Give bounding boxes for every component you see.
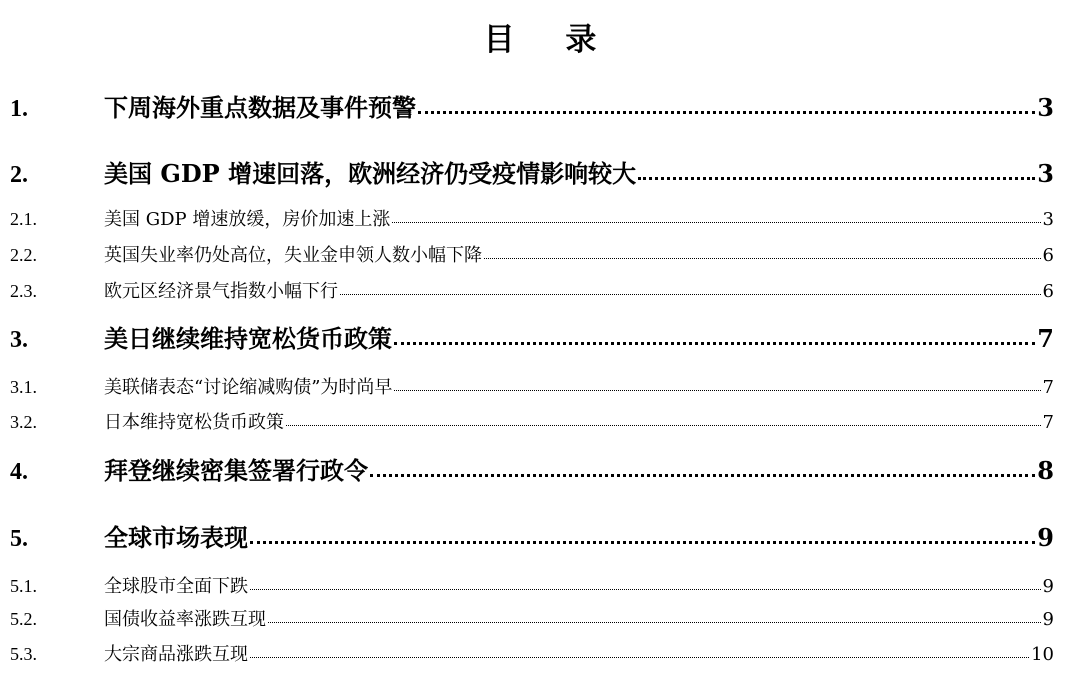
toc-entry-page: 8 (1037, 456, 1054, 485)
toc-entry-page: 9 (1037, 523, 1054, 552)
toc-entry-label: 全球股市全面下跌 (104, 576, 248, 597)
toc-entry-page: 9 (1042, 609, 1054, 630)
toc-entry[interactable] (10, 323, 1054, 356)
dot-leader (418, 92, 1035, 116)
toc-entry-number: 5. (10, 526, 28, 552)
toc-entry-number: 2.2. (10, 245, 37, 265)
toc-subentry[interactable] (10, 242, 1054, 269)
dot-leader (286, 410, 1041, 428)
toc-entry-page: 3 (1042, 209, 1054, 230)
toc-entry-label: 下周海外重点数据及事件预警 (104, 93, 416, 122)
toc-entry-page: 6 (1042, 281, 1054, 302)
dot-leader (250, 574, 1041, 592)
dot-leader (250, 522, 1035, 546)
dot-leader (392, 207, 1040, 225)
toc-entry-number: 5.2. (10, 609, 37, 629)
toc-entry-number: 5.3. (10, 644, 37, 664)
toc-entry-number: 3.1. (10, 377, 37, 397)
toc-entry-label: 美联储表态“讨论缩减购债”为时尚早 (104, 377, 393, 398)
toc-entry-label: 拜登继续密集签署行政令 (104, 456, 368, 485)
toc-entry-page: 3 (1037, 159, 1054, 188)
toc-entry-number: 5.1. (10, 576, 37, 596)
dot-leader (484, 243, 1041, 261)
toc-subentry[interactable] (10, 374, 1054, 401)
toc-entry-label: 美国 GDP 增速回落，欧洲经济仍受疫情影响较大 (104, 159, 637, 188)
toc-entry-number: 2.1. (10, 209, 37, 229)
toc-entry-label: 美日继续维持宽松货币政策 (104, 324, 392, 353)
dot-leader (370, 455, 1035, 479)
toc-entry-label: 英国失业率仍处高位，失业金申领人数小幅下降 (104, 245, 482, 266)
toc-entry-page: 7 (1042, 377, 1054, 398)
toc-entry-page: 10 (1031, 644, 1054, 665)
toc-entry[interactable] (10, 158, 1054, 191)
toc-entry-page: 7 (1037, 324, 1054, 353)
toc-entry[interactable] (10, 92, 1054, 125)
toc-subentry[interactable] (10, 573, 1054, 600)
toc-subentry[interactable] (10, 206, 1054, 233)
toc-entry-label: 大宗商品涨跌互现 (104, 644, 248, 665)
dot-leader (340, 279, 1041, 297)
toc-subentry[interactable] (10, 278, 1054, 305)
toc-entry-label: 欧元区经济景气指数小幅下行 (104, 281, 338, 302)
toc-entry-number: 3. (10, 327, 28, 353)
toc-subentry[interactable] (10, 641, 1054, 668)
dot-leader (268, 607, 1041, 625)
toc-entry-number: 1. (10, 96, 28, 122)
dot-leader (638, 158, 1035, 182)
dot-leader (394, 375, 1040, 393)
toc-entry-number: 3.2. (10, 412, 37, 432)
toc-entry-number: 2. (10, 162, 28, 188)
toc-entry-number: 4. (10, 459, 28, 485)
toc-entry[interactable] (10, 455, 1054, 488)
toc-entry-page: 7 (1042, 412, 1054, 433)
toc-entry-number: 2.3. (10, 281, 37, 301)
toc-entry-label: 国债收益率涨跌互现 (104, 609, 266, 630)
toc-entry-page: 6 (1042, 245, 1054, 266)
toc-entry-label: 美国 GDP 增速放缓，房价加速上涨 (104, 209, 391, 230)
toc-title: 目 录 (483, 22, 617, 58)
dot-leader (250, 642, 1029, 660)
dot-leader (394, 323, 1035, 347)
toc-entry-label: 全球市场表现 (104, 523, 248, 552)
toc-entry-page: 9 (1042, 576, 1054, 597)
toc-subentry[interactable] (10, 409, 1054, 436)
toc-subentry[interactable] (10, 606, 1054, 633)
toc-entry-page: 3 (1037, 93, 1054, 122)
toc-entry-label: 日本维持宽松货币政策 (104, 412, 284, 433)
toc-entry[interactable] (10, 522, 1054, 555)
